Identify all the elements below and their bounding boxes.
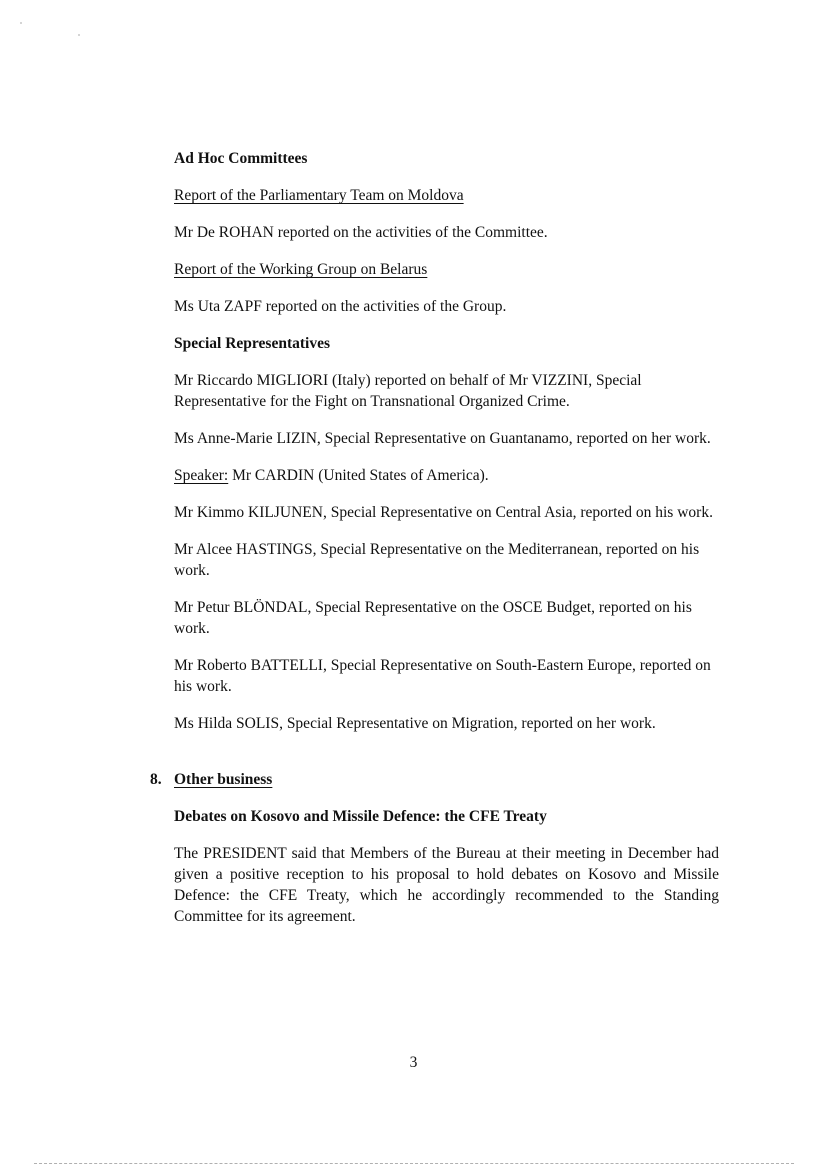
speaker-text: Mr CARDIN (United States of America). bbox=[228, 467, 489, 484]
speaker-label: Speaker: bbox=[174, 467, 229, 484]
other-business-heading: Other business bbox=[174, 771, 273, 788]
paragraph: Mr Petur BLÖNDAL, Special Representative on the OSCE Budget, reported on his work. bbox=[174, 599, 692, 637]
paragraph: Mr Kimmo KILJUNEN, Special Representative on Central Asia, reported on his work. bbox=[174, 504, 713, 521]
paragraph: Ms Hilda SOLIS, Special Representative on Migration, reported on her work. bbox=[174, 715, 656, 732]
moldova-report-subtitle: Report of the Parliamentary Team on Moldova bbox=[174, 187, 464, 204]
belarus-report-subtitle: Report of the Working Group on Belarus bbox=[174, 261, 428, 278]
page-content bbox=[150, 148, 719, 927]
moldova-report-text: Mr De ROHAN reported on the activities of the Committee. bbox=[174, 224, 548, 241]
special-representatives-heading: Special Representatives bbox=[174, 335, 330, 352]
belarus-report-text: Ms Uta ZAPF reported on the activities of the Group. bbox=[174, 298, 507, 315]
section-number: 8. bbox=[150, 771, 162, 788]
paragraph: Mr Riccardo MIGLIORI (Italy) reported on behalf of Mr VIZZINI, Special Representative for the Fight on Transnational Organized Crime. bbox=[174, 372, 642, 410]
paragraph: Mr Alcee HASTINGS, Special Representative on the Mediterranean, reported on his work. bbox=[174, 541, 700, 579]
page-number: 3 bbox=[409, 1054, 418, 1071]
paragraph: Ms Anne-Marie LIZIN, Special Representative on Guantanamo, reported on her work. bbox=[174, 430, 711, 447]
scan-footer-line bbox=[34, 1163, 794, 1164]
scan-speckle bbox=[78, 34, 80, 36]
debates-subheading: Debates on Kosovo and Missile Defence: the CFE Treaty bbox=[174, 808, 547, 825]
ad-hoc-committees-heading: Ad Hoc Committees bbox=[174, 150, 308, 167]
other-business-section bbox=[150, 769, 719, 790]
paragraph: Mr Roberto BATTELLI, Special Representative on South-Eastern Europe, reported on his work. bbox=[174, 657, 711, 695]
president-paragraph: The PRESIDENT said that Members of the Bureau at their meeting in December had given a positive reception to his proposal to hold debates on Kosovo and Missile Defence: the CFE Treaty, which he accordingly recommended to the Standing Committee for its agreement. bbox=[174, 845, 719, 925]
scan-speckle bbox=[20, 22, 22, 24]
speaker-line bbox=[174, 465, 719, 486]
